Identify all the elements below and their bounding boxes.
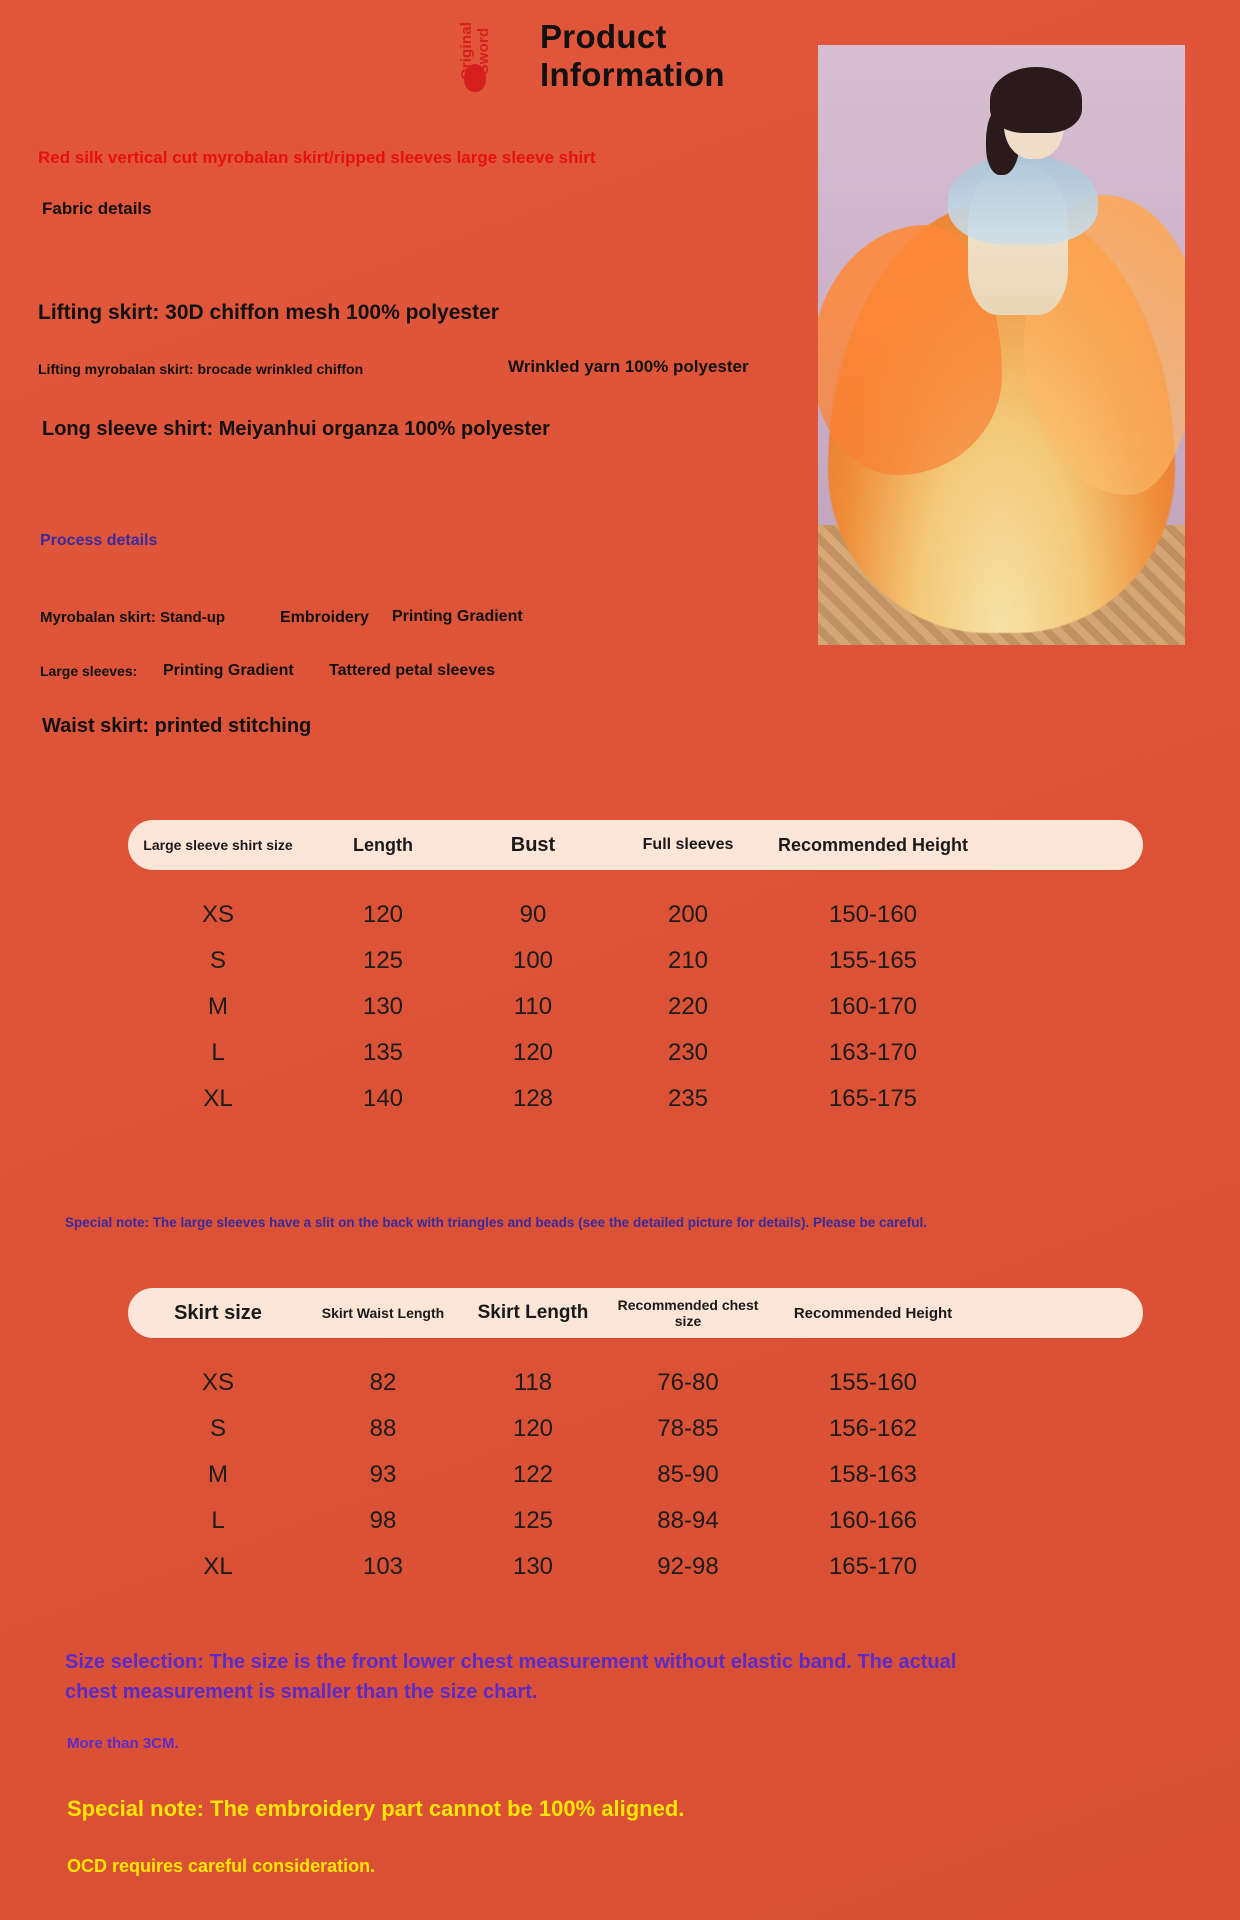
shirt-cell-height: 165-175 — [828, 1085, 918, 1112]
fabric-details-heading: Fabric details — [42, 199, 152, 218]
skirt-cell-length: 125 — [512, 1507, 554, 1534]
table-row — [128, 1076, 1143, 1122]
table-row — [128, 1498, 1143, 1544]
skirt-header-chest-size: Recommended chest size — [617, 1297, 759, 1329]
skirt-cell-waist: 88 — [369, 1415, 397, 1442]
shirt-cell-length: 120 — [362, 901, 404, 928]
skirt-cell-size: XS — [201, 1369, 234, 1396]
size-selection-line-2: chest measurement is smaller than the size chart. — [65, 1681, 538, 1703]
ocd-note: OCD requires careful consideration. — [67, 1856, 376, 1876]
skirt-cell-chest: 76-80 — [657, 1369, 719, 1396]
shirt-cell-height: 163-170 — [828, 1039, 918, 1066]
table-row — [128, 1406, 1143, 1452]
brand-name — [458, 7, 492, 95]
fabric-line-2a: Lifting myrobalan skirt: brocade wrinkled chiffon — [38, 361, 364, 377]
skirt-cell-chest: 85-90 — [657, 1461, 719, 1488]
shirt-cell-length: 125 — [362, 947, 404, 974]
special-note-sleeves: Special note: The large sleeves have a slit on the back with triangles and beads (see the detailed picture for details). Please be careful. — [65, 1215, 928, 1230]
shirt-cell-size: XL — [203, 1085, 233, 1112]
fabric-line-2b: Wrinkled yarn 100% polyester — [508, 357, 749, 376]
photo-shoulder-wrap — [948, 155, 1098, 245]
shirt-cell-bust: 100 — [512, 947, 554, 974]
shirt-header-recommended-height: Recommended Height — [777, 834, 969, 855]
fabric-line-1: Lifting skirt: 30D chiffon mesh 100% polyester — [38, 301, 499, 324]
skirt-cell-length: 130 — [512, 1553, 554, 1580]
shirt-cell-bust: 90 — [519, 901, 547, 928]
shirt-header-size: Large sleeve shirt size — [143, 837, 293, 853]
shirt-cell-size: L — [211, 1039, 225, 1066]
shirt-size-table-header — [128, 820, 1143, 870]
process-line-1b: Embroidery — [280, 609, 369, 626]
skirt-cell-height: 158-163 — [828, 1461, 918, 1488]
skirt-cell-length: 118 — [513, 1369, 553, 1396]
shirt-cell-sleeves: 220 — [667, 993, 709, 1020]
skirt-cell-waist: 93 — [369, 1461, 397, 1488]
table-row — [128, 1452, 1143, 1498]
skirt-cell-size: M — [208, 1461, 228, 1488]
brand-line1: Original — [458, 21, 475, 81]
brand-line2: Sword — [475, 27, 492, 75]
shirt-header-length: Length — [353, 834, 413, 855]
skirt-cell-size: XL — [203, 1553, 233, 1580]
skirt-cell-size: L — [211, 1507, 225, 1534]
product-photo — [818, 45, 1185, 645]
shirt-cell-sleeves: 230 — [667, 1039, 709, 1066]
process-line-2a: Large sleeves: — [40, 663, 138, 679]
size-selection-line-1: Size selection: The size is the front lower chest measurement without elastic band. The actual — [65, 1651, 957, 1673]
fabric-line-3: Long sleeve shirt: Meiyanhui organza 100% polyester — [42, 418, 550, 440]
table-row — [128, 892, 1143, 938]
process-line-1a: Myrobalan skirt: Stand-up — [40, 609, 226, 626]
page-title-line2: Information — [540, 56, 725, 93]
shirt-cell-size: XS — [201, 901, 234, 928]
skirt-cell-chest: 88-94 — [657, 1507, 719, 1534]
skirt-size-table — [128, 1288, 1143, 1590]
shirt-cell-length: 140 — [362, 1085, 404, 1112]
skirt-cell-chest: 78-85 — [657, 1415, 719, 1442]
skirt-cell-chest: 92-98 — [657, 1553, 719, 1580]
photo-model-hair — [990, 67, 1082, 133]
process-line-1c: Printing Gradient — [392, 608, 523, 625]
shirt-header-bust: Bust — [510, 833, 556, 856]
table-row — [128, 1360, 1143, 1406]
shirt-cell-length: 130 — [362, 993, 404, 1020]
shirt-size-table — [128, 820, 1143, 1122]
skirt-cell-height: 156-162 — [828, 1415, 918, 1442]
shirt-cell-size: M — [208, 993, 228, 1020]
process-line-3: Waist skirt: printed stitching — [42, 715, 312, 737]
skirt-size-table-header — [128, 1288, 1143, 1338]
shirt-cell-height: 155-165 — [828, 947, 918, 974]
table-row — [128, 1544, 1143, 1590]
shirt-cell-sleeves: 200 — [667, 901, 709, 928]
shirt-cell-bust: 120 — [512, 1039, 554, 1066]
special-note-embroidery: Special note: The embroidery part cannot be 100% aligned. — [67, 1796, 685, 1821]
shirt-cell-sleeves: 235 — [667, 1085, 709, 1112]
shirt-cell-bust: 128 — [512, 1085, 554, 1112]
product-title: Red silk vertical cut myrobalan skirt/ripped sleeves large sleeve shirt — [38, 148, 596, 167]
shirt-cell-height: 150-160 — [828, 901, 918, 928]
shirt-cell-size: S — [209, 947, 226, 974]
skirt-header-waist-length: Skirt Waist Length — [321, 1305, 445, 1321]
process-line-2c: Tattered petal sleeves — [329, 662, 496, 679]
skirt-header-skirt-length: Skirt Length — [477, 1302, 589, 1323]
process-line-2b: Printing Gradient — [163, 662, 294, 679]
shirt-cell-length: 135 — [362, 1039, 404, 1066]
skirt-cell-height: 155-160 — [828, 1369, 918, 1396]
skirt-cell-size: S — [209, 1415, 226, 1442]
page-title — [540, 18, 725, 94]
more-than-note: More than 3CM. — [67, 1735, 179, 1752]
table-row — [128, 984, 1143, 1030]
skirt-cell-height: 160-166 — [828, 1507, 918, 1534]
shirt-cell-sleeves: 210 — [667, 947, 709, 974]
skirt-cell-waist: 103 — [362, 1553, 404, 1580]
table-row — [128, 938, 1143, 984]
skirt-cell-length: 122 — [512, 1461, 554, 1488]
brand-logo — [455, 8, 495, 93]
skirt-cell-length: 120 — [512, 1415, 554, 1442]
shirt-cell-height: 160-170 — [828, 993, 918, 1020]
page-title-line1: Product — [540, 18, 667, 55]
skirt-cell-height: 165-170 — [828, 1553, 918, 1580]
skirt-cell-waist: 98 — [369, 1507, 397, 1534]
skirt-cell-waist: 82 — [369, 1369, 397, 1396]
shirt-header-full-sleeves: Full sleeves — [642, 836, 734, 853]
process-details-heading: Process details — [40, 532, 158, 549]
shirt-cell-bust: 110 — [513, 993, 553, 1020]
skirt-header-recommended-height: Recommended Height — [793, 1304, 953, 1322]
table-row — [128, 1030, 1143, 1076]
skirt-header-size: Skirt size — [174, 1301, 262, 1324]
